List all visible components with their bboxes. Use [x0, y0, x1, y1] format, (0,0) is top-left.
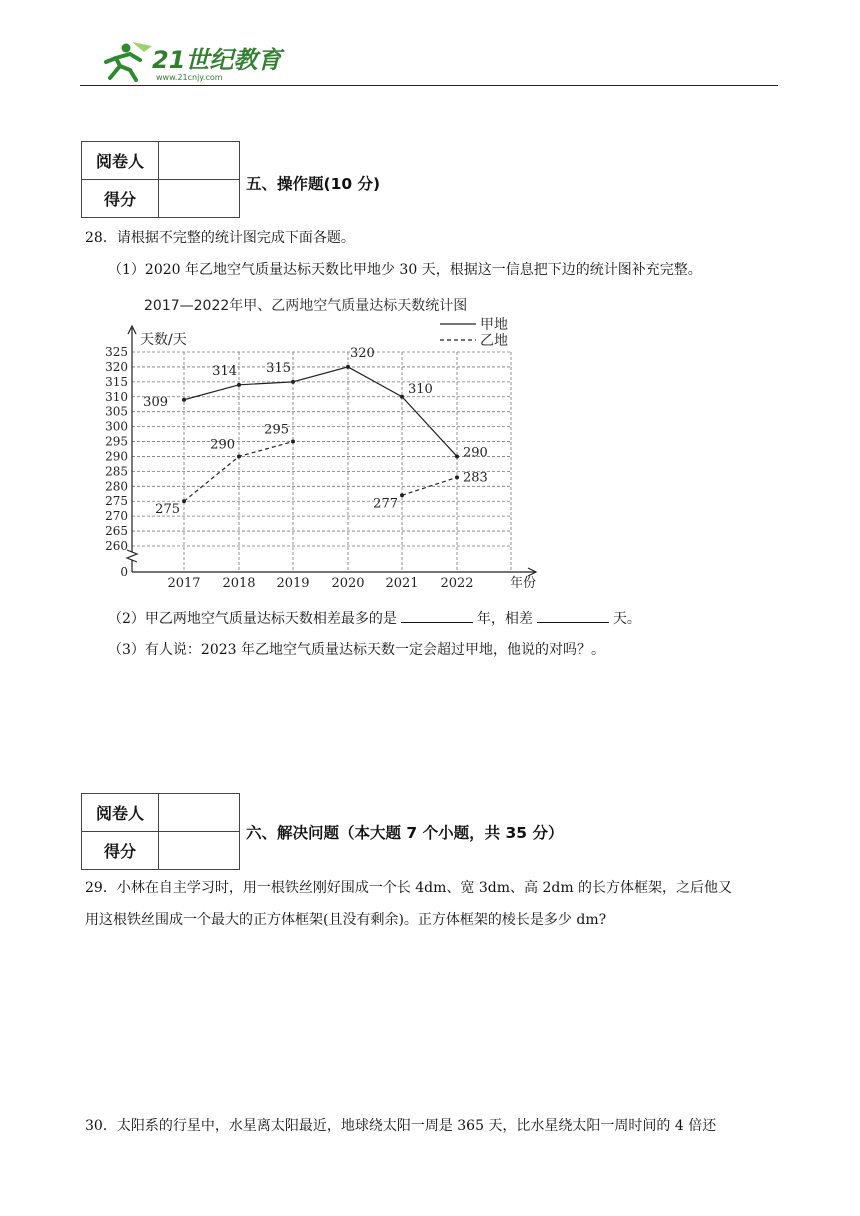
logo-url: www.21cnjy.com: [156, 73, 223, 82]
legend-label: 甲地: [480, 317, 508, 333]
site-logo: [100, 38, 290, 84]
logo-text: 21世纪教育: [152, 46, 282, 74]
question-30-line1: 30．太阳系的行星中，水星离太阳最近，地球绕太阳一周是 365 天，比水星绕太阳一周时间的 4 倍还: [85, 1118, 717, 1134]
section-title: 六、解决问题（本大题 7 个小题，共 35 分）: [246, 824, 564, 842]
y-tick-label: 0: [120, 565, 128, 579]
x-tick-label: 2017: [167, 576, 201, 591]
y-tick-label: 270: [105, 509, 128, 524]
x-axis-label: 年份: [510, 576, 537, 591]
part2-text-b: 年，相差: [476, 611, 533, 627]
legend-label: 乙地: [480, 333, 508, 349]
data-label: 309: [143, 394, 168, 410]
y-tick-label: 265: [105, 524, 128, 539]
data-label: 310: [408, 381, 433, 397]
x-tick-label: 2021: [385, 576, 419, 591]
data-label: 275: [155, 502, 180, 518]
data-label: 315: [266, 360, 291, 376]
y-axis-label: 天数/天: [140, 332, 187, 348]
grader-field[interactable]: [159, 794, 240, 832]
x-tick-label: 2018: [222, 576, 256, 591]
x-tick-label: 2019: [276, 576, 310, 591]
grader-table-section6: [81, 793, 240, 870]
axis-break-mark: [127, 550, 137, 562]
data-point: [237, 454, 241, 458]
answer-blank-days[interactable]: [537, 608, 609, 623]
data-point: [346, 365, 350, 369]
answer-blank-year[interactable]: [401, 608, 473, 623]
data-point: [455, 454, 459, 458]
runner-icon: [106, 42, 152, 80]
data-label: 320: [350, 345, 375, 361]
data-label: 290: [463, 445, 488, 461]
question-28-part3: （3）有人说：2023 年乙地空气质量达标天数一定会超过甲地，他说的对吗？。: [108, 642, 605, 658]
x-tick-label: 2020: [331, 576, 365, 591]
score-label: 得分: [82, 832, 159, 870]
header-divider: [80, 85, 778, 86]
data-point: [182, 499, 186, 503]
question-29-line2: 用这根铁丝围成一个最大的正方体框架(且没有剩余)。正方体框架的棱长是多少 dm?: [85, 912, 607, 928]
y-tick-label: 280: [105, 479, 128, 494]
y-tick-label: 300: [105, 419, 128, 434]
grader-label: 阅卷人: [82, 142, 159, 180]
y-tick-label: 275: [105, 494, 128, 509]
score-field[interactable]: [159, 180, 240, 218]
data-point: [237, 383, 241, 387]
y-tick-label: 325: [105, 345, 128, 359]
data-point: [291, 380, 295, 384]
score-label: 得分: [82, 180, 159, 218]
chart-legend: [440, 316, 508, 349]
y-tick-label: 305: [105, 404, 128, 419]
x-tick-label: 2022: [440, 576, 474, 591]
data-point: [182, 398, 186, 402]
y-tick-label: 310: [105, 389, 128, 404]
y-tick-label: 320: [105, 359, 128, 374]
score-field[interactable]: [159, 832, 240, 870]
chart-title: 2017—2022年甲、乙两地空气质量达标天数统计图: [144, 298, 468, 314]
data-label: 295: [264, 422, 289, 438]
question-29-line1: 29．小林在自主学习时，用一根铁丝刚好围成一个长 4dm、宽 3dm、高 2dm 的长方体框架，之后他又: [85, 880, 733, 896]
data-label: 283: [463, 470, 488, 486]
line-chart: [96, 292, 556, 597]
data-point: [455, 475, 459, 479]
question-28-part2: [108, 608, 641, 629]
data-point: [291, 440, 295, 444]
grader-field[interactable]: [159, 142, 240, 180]
y-tick-label: 295: [105, 434, 128, 449]
data-label: 290: [210, 437, 235, 453]
data-point: [400, 395, 404, 399]
part2-text-c: 天。: [612, 611, 641, 627]
y-tick-label: 290: [105, 449, 128, 464]
y-tick-label: 285: [105, 464, 128, 479]
data-point: [400, 493, 404, 497]
question-28-part1: （1）2020 年乙地空气质量达标天数比甲地少 30 天，根据这一信息把下边的统计图补充完整。: [108, 262, 702, 278]
section-title: 五、操作题(10 分): [246, 175, 381, 193]
grader-label: 阅卷人: [82, 794, 159, 832]
y-tick-label: 315: [105, 374, 128, 389]
part2-text-a: （2）甲乙两地空气质量达标天数相差最多的是: [108, 611, 397, 627]
question-28-stem: 28．请根据不完整的统计图完成下面各题。: [85, 230, 355, 246]
data-label: 314: [212, 363, 237, 379]
data-label: 277: [373, 496, 398, 512]
y-tick-label: 260: [105, 539, 128, 553]
grader-table-section5: [81, 141, 240, 218]
